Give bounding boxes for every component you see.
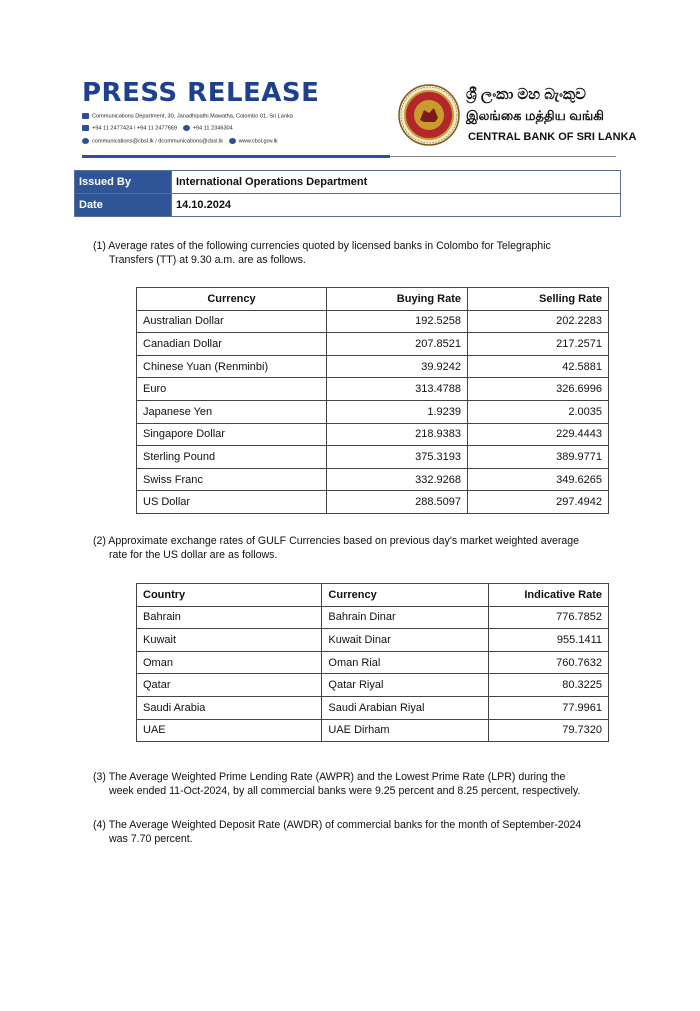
bank-name-english: CENTRAL BANK OF SRI LANKA	[468, 131, 637, 143]
table-cell: 955.1411	[489, 629, 609, 652]
contact-email: communications@cbsl.lk / dcommunications@cbsl.lk www.cbsl.gov.lk	[82, 138, 278, 144]
table-cell: UAE	[137, 719, 322, 742]
envelope-icon	[82, 113, 89, 119]
table-cell: 39.9242	[326, 355, 467, 378]
table-cell: Oman Rial	[322, 651, 489, 674]
table-row	[137, 719, 609, 742]
date-label: Date	[75, 194, 172, 217]
column-header: Currency	[137, 288, 327, 311]
table-cell: Canadian Dollar	[137, 333, 327, 356]
issued-by-value: International Operations Department	[172, 171, 621, 194]
table-cell: 192.5258	[326, 310, 467, 333]
paragraph-3: (3) The Average Weighted Prime Lending Rate (AWPR) and the Lowest Prime Rate (LPR) during the week ended 11-Oct-2024, by all commercial banks were 9.25 percent and 8.25 percent, respectively.	[93, 771, 581, 797]
table-row	[137, 333, 609, 356]
table-cell: Singapore Dollar	[137, 423, 327, 446]
table-cell: 389.9771	[467, 446, 608, 469]
table-header-row	[137, 584, 609, 607]
issue-meta-table	[74, 170, 621, 217]
table-cell: 79.7320	[489, 719, 609, 742]
table-cell: Saudi Arabia	[137, 696, 322, 719]
table-cell: Bahrain	[137, 606, 322, 629]
table-cell: Sterling Pound	[137, 446, 327, 469]
table-cell: 77.9961	[489, 696, 609, 719]
tt-rates-table	[136, 287, 609, 514]
globe-icon	[229, 138, 236, 144]
table-cell: Kuwait Dinar	[322, 629, 489, 652]
table-cell: 760.7632	[489, 651, 609, 674]
table-row	[137, 446, 609, 469]
contact-address: Communications Department, 30, Janadhipathi Mawatha, Colombo 01, Sri Lanka	[82, 113, 293, 119]
column-header: Buying Rate	[326, 288, 467, 311]
contact-phone: +94 11 2477424 / +94 11 2477669 +94 11 2346304	[82, 125, 233, 131]
table-cell: 375.3193	[326, 446, 467, 469]
table-cell: Saudi Arabian Riyal	[322, 696, 489, 719]
table-cell: Australian Dollar	[137, 310, 327, 333]
phone-icon	[82, 125, 89, 131]
table-header-row	[137, 288, 609, 311]
issued-by-row	[75, 171, 621, 194]
paragraph-1: (1) Average rates of the following currencies quoted by licensed banks in Colombo for Telegraphic Transfers (TT) at 9.30 a.m. are as follows.	[93, 240, 551, 266]
table-row	[137, 423, 609, 446]
table-row	[137, 696, 609, 719]
table-cell: UAE Dirham	[322, 719, 489, 742]
table-cell: 297.4942	[467, 491, 608, 514]
table-cell: 218.9383	[326, 423, 467, 446]
table-cell: Oman	[137, 651, 322, 674]
date-row	[75, 194, 621, 217]
table-cell: Japanese Yen	[137, 400, 327, 423]
table-cell: Qatar	[137, 674, 322, 697]
table-cell: Kuwait	[137, 629, 322, 652]
table-cell: 1.9239	[326, 400, 467, 423]
table-cell: 2.0035	[467, 400, 608, 423]
table-cell: 313.4788	[326, 378, 467, 401]
table-row	[137, 629, 609, 652]
table-row	[137, 468, 609, 491]
date-value: 14.10.2024	[172, 194, 621, 217]
page-title: PRESS RELEASE	[82, 78, 320, 108]
table-cell: Swiss Franc	[137, 468, 327, 491]
table-cell: Bahrain Dinar	[322, 606, 489, 629]
table-row	[137, 400, 609, 423]
table-cell: 288.5097	[326, 491, 467, 514]
bank-name-sinhala: ශ්‍රී ලංකා මහ බැංකුව	[466, 86, 586, 103]
table-cell: 349.6265	[467, 468, 608, 491]
table-cell: 202.2283	[467, 310, 608, 333]
table-row	[137, 378, 609, 401]
table-cell: Qatar Riyal	[322, 674, 489, 697]
central-bank-seal-icon	[398, 84, 460, 146]
table-cell: Chinese Yuan (Renminbi)	[137, 355, 327, 378]
table-cell: 42.5881	[467, 355, 608, 378]
table-row	[137, 491, 609, 514]
email-icon	[82, 138, 89, 144]
header-rule-thin	[390, 156, 616, 157]
table-row	[137, 355, 609, 378]
bank-name-tamil: இலங்கை மத்திய வங்கி	[466, 108, 604, 123]
table-cell: 332.9268	[326, 468, 467, 491]
column-header: Indicative Rate	[489, 584, 609, 607]
table-cell: 80.3225	[489, 674, 609, 697]
table-cell: 776.7852	[489, 606, 609, 629]
table-cell: 229.4443	[467, 423, 608, 446]
table-row	[137, 310, 609, 333]
column-header: Selling Rate	[467, 288, 608, 311]
header-rule	[82, 155, 390, 158]
fax-icon	[183, 125, 190, 131]
table-row	[137, 674, 609, 697]
table-row	[137, 651, 609, 674]
paragraph-2: (2) Approximate exchange rates of GULF Currencies based on previous day's market weighted average rate for the US dollar are as follows.	[93, 535, 580, 561]
column-header: Country	[137, 584, 322, 607]
table-cell: 217.2571	[467, 333, 608, 356]
gulf-rates-table	[136, 583, 609, 742]
table-cell: 326.6996	[467, 378, 608, 401]
table-row	[137, 606, 609, 629]
table-cell: Euro	[137, 378, 327, 401]
table-cell: 207.8521	[326, 333, 467, 356]
issued-by-label: Issued By	[75, 171, 172, 194]
paragraph-4: (4) The Average Weighted Deposit Rate (AWDR) of commercial banks for the month of September-2024 was 7.70 percent.	[93, 819, 582, 845]
table-cell: US Dollar	[137, 491, 327, 514]
column-header: Currency	[322, 584, 489, 607]
